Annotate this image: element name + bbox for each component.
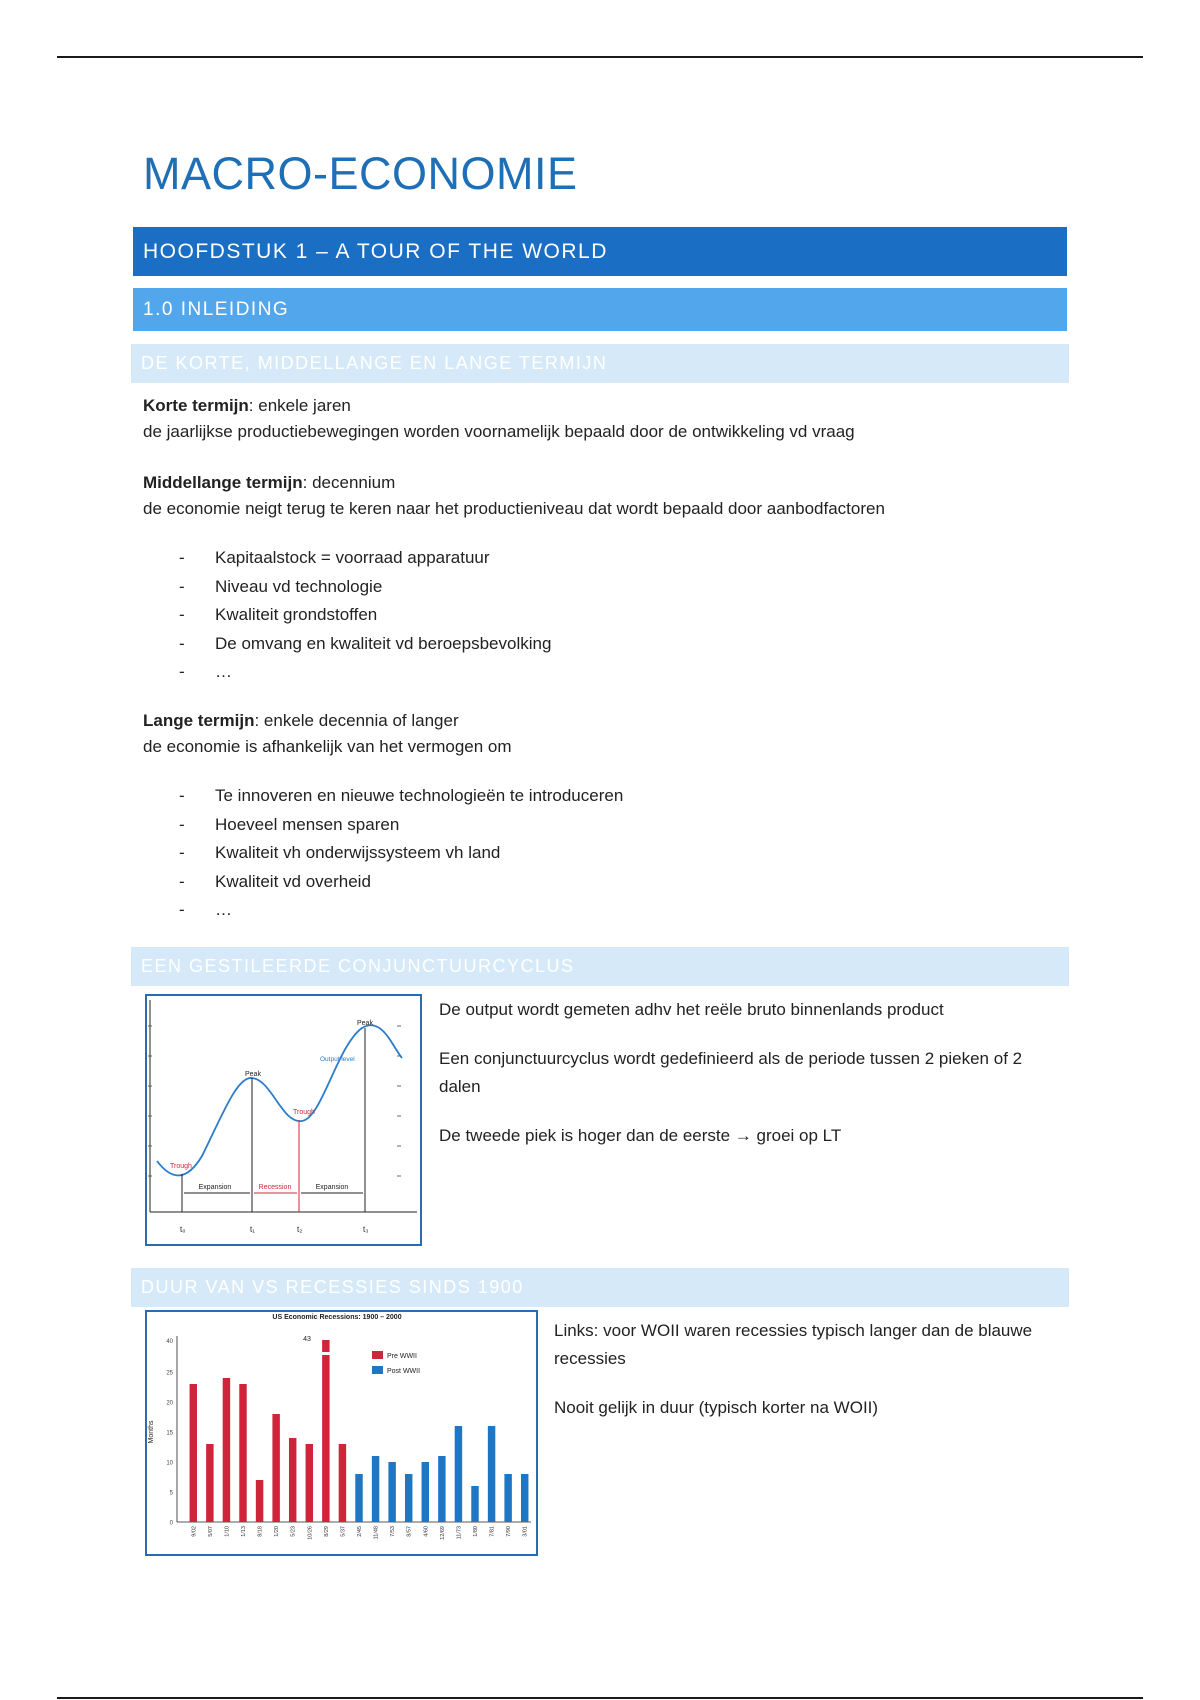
bar-10-26 xyxy=(306,1444,313,1522)
x-tick-label: 3/01 xyxy=(522,1526,529,1537)
bar-7-90 xyxy=(504,1474,511,1522)
bar-12-69 xyxy=(438,1456,445,1522)
short-term-desc: de jaarlijkse productiebewegingen worden voornamelijk bepaald door de ontwikkeling vd vraag xyxy=(143,422,855,441)
bar-8-57 xyxy=(405,1474,412,1522)
business-cycle-figure xyxy=(145,994,422,1246)
x-tick-label: 8/29 xyxy=(323,1526,330,1537)
medium-term-block xyxy=(143,470,885,522)
y-tick-label: 40 xyxy=(166,1339,173,1345)
x-tick-label: 1/80 xyxy=(473,1526,479,1537)
x-tick-label: 9/02 xyxy=(191,1526,198,1537)
cycle-text-3: De tweede piek is hoger dan de eerste → groei op LT xyxy=(439,1126,842,1145)
list-item: - Niveau vd technologie xyxy=(179,576,383,596)
list-item: - Kwaliteit vd overheid xyxy=(179,871,371,891)
list-item: - Te innoveren en nieuwe technologieën te introduceren xyxy=(179,786,624,805)
short-term-block xyxy=(143,393,855,445)
x-tick-label: 1/13 xyxy=(241,1526,247,1537)
medium-term-desc: de economie neigt terug te keren naar het productieniveau dat wordt bepaald door aanbodfactoren xyxy=(143,499,885,518)
tick-t3: t₃ xyxy=(363,1225,369,1234)
legend-pre-label: Pre WWII xyxy=(387,1353,417,1360)
bar-4-60 xyxy=(422,1462,429,1522)
x-tick-label: 12/69 xyxy=(439,1526,446,1540)
cycle-text xyxy=(439,996,1059,1171)
long-term-list xyxy=(143,782,623,925)
bottom-rule xyxy=(57,1697,1143,1699)
long-term-label: Lange termijn xyxy=(143,711,255,730)
y-tick-label: 5 xyxy=(169,1490,173,1497)
x-tick-label: 11/48 xyxy=(373,1526,380,1540)
output-level-label: Output level xyxy=(320,1056,355,1063)
bar-1-13 xyxy=(239,1384,246,1522)
peak2-label: Peak xyxy=(357,1020,373,1027)
list-item: - … xyxy=(179,900,232,919)
y-tick-label: 10 xyxy=(166,1460,173,1467)
bar-11-48 xyxy=(372,1456,379,1522)
trough1-label: Trough xyxy=(170,1163,192,1170)
tick-t0: t₀ xyxy=(180,1225,186,1234)
bar-7-81 xyxy=(488,1426,495,1522)
list-item: - Kwaliteit grondstoffen xyxy=(179,605,378,624)
x-tick-label: 8/57 xyxy=(406,1526,413,1537)
bar-2-45 xyxy=(355,1474,362,1522)
bar-1-80 xyxy=(471,1486,478,1522)
subsection-heading-recessions: DUUR VAN VS RECESSIES SINDS 1900 xyxy=(131,1268,1069,1307)
y-axis-label: Months xyxy=(148,1420,155,1444)
x-tick-label: 7/81 xyxy=(489,1526,496,1537)
long-term-rest: : enkele decennia of langer xyxy=(254,711,459,730)
medium-term-list xyxy=(143,544,551,687)
y-tick-label: 20 xyxy=(166,1400,173,1407)
list-item: - De omvang en kwaliteit vd beroepsbevolking xyxy=(179,633,552,653)
chapter-heading: HOOFDSTUK 1 – A TOUR OF THE WORLD xyxy=(133,227,1067,276)
short-term-label: Korte termijn xyxy=(143,396,249,415)
short-term-rest: : enkele jaren xyxy=(248,396,351,415)
tick-t2: t₂ xyxy=(297,1225,303,1234)
expansion1-label: Expansion xyxy=(198,1184,232,1191)
legend-post-swatch xyxy=(372,1366,383,1374)
x-tick-label: 1/20 xyxy=(274,1526,281,1537)
x-tick-label: 10/26 xyxy=(307,1526,314,1540)
document-title: MACRO-ECONOMIE xyxy=(143,148,578,199)
legend-pre-swatch xyxy=(372,1351,383,1359)
medium-term-rest: : decennium xyxy=(302,473,396,492)
subsection-heading-cycle: EEN GESTILEERDE CONJUNCTUURCYCLUS xyxy=(131,947,1069,986)
y-tick-label: 25 xyxy=(166,1370,173,1377)
section-heading: 1.0 INLEIDING xyxy=(133,288,1067,331)
x-tick-label: 1/10 xyxy=(224,1526,231,1537)
recessions-chart-svg xyxy=(147,1312,536,1554)
bar-5-37 xyxy=(339,1444,346,1522)
axis-break-mark xyxy=(312,1352,339,1355)
y-tick-label: 0 xyxy=(169,1520,173,1527)
list-item: - … xyxy=(179,662,232,681)
bar-3-01 xyxy=(521,1474,528,1522)
bar-8-29 xyxy=(322,1340,329,1522)
x-tick-label: 5/37 xyxy=(340,1526,347,1537)
break-value-label: 43 xyxy=(303,1336,311,1343)
recessions-chart xyxy=(145,1310,538,1556)
bar-1-10 xyxy=(223,1378,230,1522)
x-tick-label: 5/07 xyxy=(207,1526,214,1537)
peak1-label: Peak xyxy=(245,1071,261,1078)
long-term-block xyxy=(143,708,512,760)
trough2-label: Trough xyxy=(293,1109,315,1116)
list-item: - Kapitaalstock = voorraad apparatuur xyxy=(179,548,490,567)
business-cycle-svg xyxy=(147,996,420,1244)
bar-11-73 xyxy=(455,1426,462,1522)
recessions-text-2: Nooit gelijk in duur (typisch korter na WOII) xyxy=(554,1398,879,1417)
x-tick-label: 11/73 xyxy=(456,1526,463,1540)
bar-1-20 xyxy=(272,1414,279,1522)
chart-title: US Economic Recessions: 1900 – 2000 xyxy=(272,1314,402,1321)
cycle-text-2: Een conjunctuurcyclus wordt gedefinieerd als de periode tussen 2 pieken of 2 dalen xyxy=(439,1049,1023,1096)
legend-post-label: Post WWII xyxy=(387,1368,421,1375)
x-tick-label: 7/90 xyxy=(506,1526,513,1537)
x-tick-label: 4/60 xyxy=(423,1526,430,1537)
recessions-text xyxy=(554,1317,1054,1443)
bar-5-23 xyxy=(289,1438,296,1522)
x-tick-label: 2/45 xyxy=(357,1526,363,1537)
list-item: - Hoeveel mensen sparen xyxy=(179,814,400,834)
x-tick-label: 8/18 xyxy=(257,1526,264,1537)
list-item: - Kwaliteit vh onderwijssysteem vh land xyxy=(179,843,501,862)
bar-9-02 xyxy=(190,1384,197,1522)
cycle-text-1: De output wordt gemeten adhv het reële bruto binnenlands product xyxy=(439,1000,944,1019)
recession-label: Recession xyxy=(258,1184,292,1191)
tick-t1: t₁ xyxy=(250,1225,255,1234)
bar-7-53 xyxy=(388,1462,395,1522)
y-tick-label: 15 xyxy=(166,1430,173,1437)
bar-8-18 xyxy=(256,1480,263,1522)
long-term-desc: de economie is afhankelijk van het vermogen om xyxy=(143,737,512,756)
bar-5-07 xyxy=(206,1444,213,1522)
x-tick-label: 5/23 xyxy=(290,1526,297,1537)
medium-term-label: Middellange termijn xyxy=(143,473,303,492)
expansion2-label: Expansion xyxy=(315,1184,349,1191)
subsection-heading-terms: DE KORTE, MIDDELLANGE EN LANGE TERMIJN xyxy=(131,344,1069,383)
recessions-text-1: Links: voor WOII waren recessies typisch langer dan de blauwe recessies xyxy=(554,1321,1033,1368)
top-rule xyxy=(57,56,1143,58)
x-tick-label: 7/53 xyxy=(390,1526,397,1537)
